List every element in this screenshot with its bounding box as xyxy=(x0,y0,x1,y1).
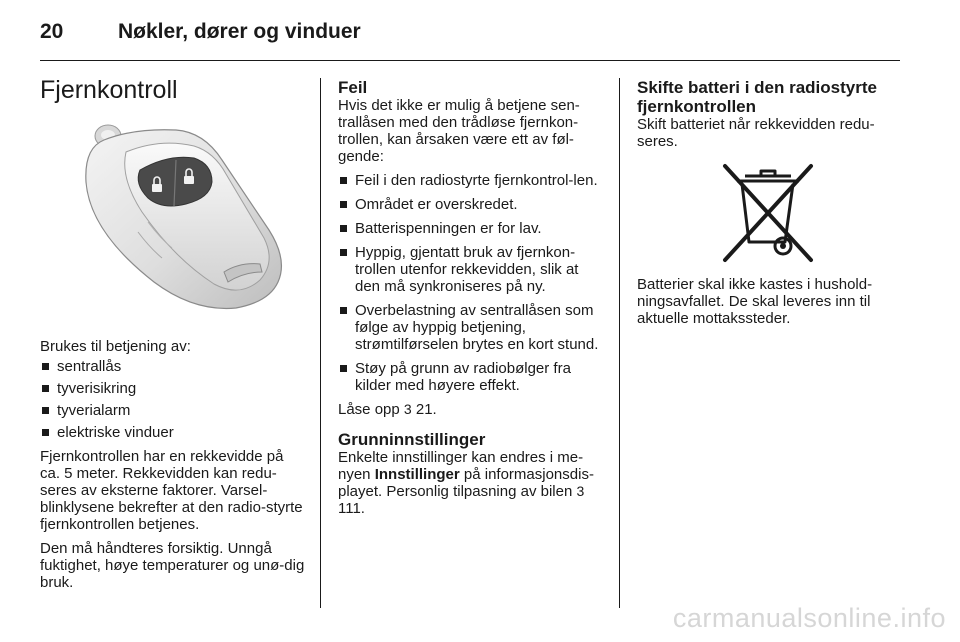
remote-functions-list xyxy=(40,358,306,441)
list-item: Feil i den radiostyrte fjernkontrol-len. xyxy=(338,172,606,189)
watermark: carmanualsonline.info xyxy=(672,603,946,633)
unlock-text: Låse opp xyxy=(338,401,400,418)
settings-menu-name: Innstillinger xyxy=(374,466,460,483)
section-title-battery: Skifte batteri i den radiostyrte fjernkontrollen xyxy=(637,78,877,116)
battery-text-1: Skift batteriet når rekkevidden redu-seres. xyxy=(637,116,875,150)
unlock-page-link[interactable]: 21. xyxy=(415,401,437,418)
personalisation-page-link[interactable]: 111. xyxy=(338,500,365,517)
list-item: Batterispenningen er for lav. xyxy=(338,220,606,237)
range-paragraph: Fjernkontrollen har en rekkevidde på ca. 5 meter. Rekkevidden kan redu-seres av eksterne faktorer. Varsel-blinklysene bekrefter at den radio-styrte fjernkontrollen betjenes. xyxy=(40,448,303,533)
section-title-fault: Feil xyxy=(338,78,368,97)
basic-settings-text xyxy=(338,449,606,517)
page-header-title: Nøkler, dører og vinduer xyxy=(118,20,361,43)
list-item: Overbelastning av sentrallåsen som følge av hyppig betjening, strømtilførselen brytes en kort stund. xyxy=(338,302,606,353)
list-item: Støy på grunn av radiobølger fra kilder med høyere effekt. xyxy=(338,360,606,394)
reference-arrow-icon: 3 xyxy=(576,483,585,499)
crossed-out-wheelie-bin-icon xyxy=(715,160,821,264)
column-fault xyxy=(338,78,606,524)
basic-text-before: Enkelte innstillinger kan endres i me-nyen xyxy=(338,449,584,483)
column-divider xyxy=(619,78,620,608)
fault-intro-text: Hvis det ikke er mulig å betjene sen-trallåsen med den trådløse fjernkon-trollen, kan årsaken være ett av føl-gende: xyxy=(338,97,580,165)
fault-causes-list xyxy=(338,172,606,394)
battery-text-2: Batterier skal ikke kastes i hushold-ningsavfallet. De skal leveres inn til aktuelle mottakssteder. xyxy=(637,276,873,327)
column-divider xyxy=(320,78,321,608)
page-number: 20 xyxy=(40,20,64,43)
column-battery xyxy=(637,78,899,334)
column-remote-control xyxy=(40,76,306,598)
list-item: elektriske vinduer xyxy=(40,424,306,441)
section-title-basic-settings: Grunninnstillinger xyxy=(338,430,486,449)
handling-paragraph: Den må håndteres forsiktig. Unngå fuktighet, høye temperaturer og unø-dig bruk. xyxy=(40,540,305,591)
list-item: Hyppig, gjentatt bruk av fjernkon-trollen utenfor rekkevidden, slik at den må synkroniseres på ny. xyxy=(338,244,606,295)
list-item: sentrallås xyxy=(40,358,306,375)
car-key-fob-icon xyxy=(64,112,296,322)
list-item: tyverisikring xyxy=(40,380,306,397)
page-header xyxy=(40,16,900,61)
list-item: Området er overskredet. xyxy=(338,196,606,213)
list-item: tyverialarm xyxy=(40,402,306,419)
basic-text-after: på informasjonsdis-playet. Personlig tilpasning av bilen xyxy=(338,466,594,500)
remote-intro-text: Brukes til betjening av: xyxy=(40,338,191,355)
reference-arrow-icon: 3 xyxy=(403,401,412,417)
unlock-reference xyxy=(338,401,606,418)
section-title-remote-control: Fjernkontroll xyxy=(40,76,178,104)
